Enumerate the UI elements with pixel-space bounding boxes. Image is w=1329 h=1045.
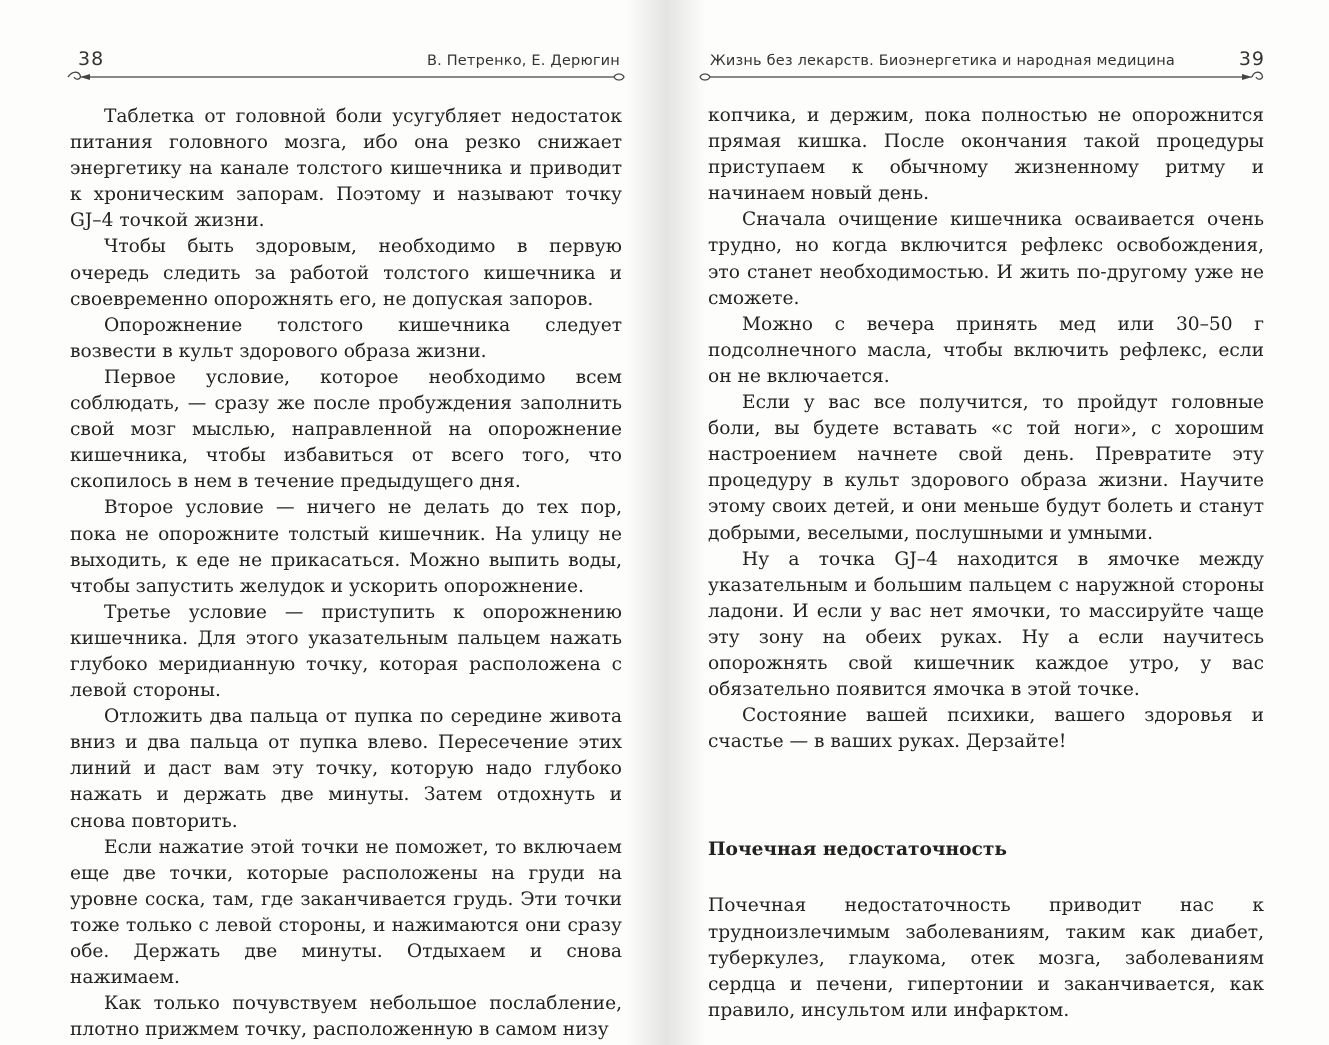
- continued-paragraph: копчика, и держим, пока полностью не опорожнится прямая кишка. После окончания такой процедуры приступаем к обычному жизненному ритму и начинаем новый день.: [708, 105, 1264, 205]
- paragraph: Третье условие — приступить к опорожнению кишечника. Для этого указательным пальцем нажать глубоко меридианную точку, которая расположена с левой стороны.: [70, 601, 622, 702]
- paragraph: Отложить два пальца от пупка по середине живота вниз и два пальца от пупка влево. Пересечение этих линий и даст вам эту точку, которую надо глубоко нажать и держать две минуты. Затем отдохнуть и снова повторить.: [70, 706, 622, 832]
- page-number: 38: [78, 48, 105, 70]
- page-number: 39: [1238, 48, 1265, 70]
- paragraph: Сначала очищение кишечника осваивается очень трудно, но когда включится рефлекс освобождения, это станет необходимостью. И жить по-другому уже не сможете.: [708, 209, 1264, 309]
- paragraph: Можно с вечера принять мед или 30–50 г подсолнечного масла, чтобы включить рефлекс, если он не включается.: [708, 313, 1264, 387]
- paragraph: Состояние вашей психики, вашего здоровья и счастье — в ваших руках. Дерзайте!: [708, 705, 1264, 753]
- paragraph: Таблетка от головной боли усугубляет недостаток питания головного мозга, ибо она резко снижает энергетику на канале толстого кишечника и приводит к хроническим запорам. Поэтому и называют точку GJ–4 точкой жизни.: [70, 106, 622, 232]
- paragraph: Почечная недостаточность приводит нас к трудноизлечимым заболеваниям, таким как диабет, туберкулез, глаукома, отек мозга, заболеваниям сердца и печени, гипертонии и заканчивается, как правило, инсультом или инфарктом.: [708, 895, 1264, 1021]
- paragraph: Если у вас все получится, то пройдут головные боли, вы будете вставать «с той ноги», с хорошим настроением начнете свой день. Превратите эту процедуру в культ здорового образа жизни. Научите этому своих детей, и они меньше будут болеть и станут добрыми, веселыми, послушными и умными.: [708, 392, 1264, 544]
- paragraph: Опорожнение толстого кишечника следует возвести в культ здорового образа жизни.: [70, 314, 622, 362]
- paragraph: Чтобы быть здоровым, необходимо в первую очередь следить за работой толстого кишечника и своевременно опорожнять его, не допуская запоров.: [70, 236, 622, 310]
- paragraph: Ну а точка GJ–4 находится в ямочке между указательным и большим пальцем с наружной стороны ладони. И если у вас нет ямочки, то массируйте чаще эту зону на обеих руках. Ну а если научитесь опорожнять свой кишечник каждое утро, у вас обязательно появится ямочка в этой точке.: [708, 548, 1264, 701]
- section-heading: Почечная недостаточность: [708, 839, 1008, 861]
- paragraph: Первое условие, которое необходимо всем соблюдать, — сразу же после пробуждения заполнить свой мозг мыслью, направленной на опорожнение кишечника, чтобы избавиться от всего того, что скопилось в нем в течение предыдущего дня.: [70, 366, 622, 493]
- paragraph: Второе условие — ничего не делать до тех пор, пока не опорожните толстый кишечник. На улицу не выходить, к еде не прикасаться. Можно выпить воды, чтобы запустить желудок и ускорить опорожнение.: [70, 497, 622, 597]
- right-page: [666, 0, 1329, 1045]
- ornamental-rule: [696, 70, 1268, 84]
- gutter-shadow: [626, 0, 666, 1045]
- paragraph: Если нажатие этой точки не поможет, то включаем еще две точки, которые расположены на груди на уровне соска, там, где заканчивается грудь. Эти точки тоже только с левой стороны, и нажимаются они сразу обе. Держать две минуты. Отдыхаем и снова нажимаем.: [70, 836, 622, 989]
- paragraph: Как только почувствуем небольшое послабление, плотно прижмем точку, расположенную в самом низу: [70, 993, 622, 1041]
- running-head: В. Петренко, Е. Дерюгин: [426, 53, 620, 69]
- ornamental-rule: [66, 70, 628, 84]
- right-page-body: [708, 103, 1264, 1024]
- gutter-shadow: [666, 0, 706, 1045]
- left-page-body: [70, 104, 622, 1043]
- running-head: Жизнь без лекарств. Биоэнергетика и народная медицина: [710, 53, 1176, 69]
